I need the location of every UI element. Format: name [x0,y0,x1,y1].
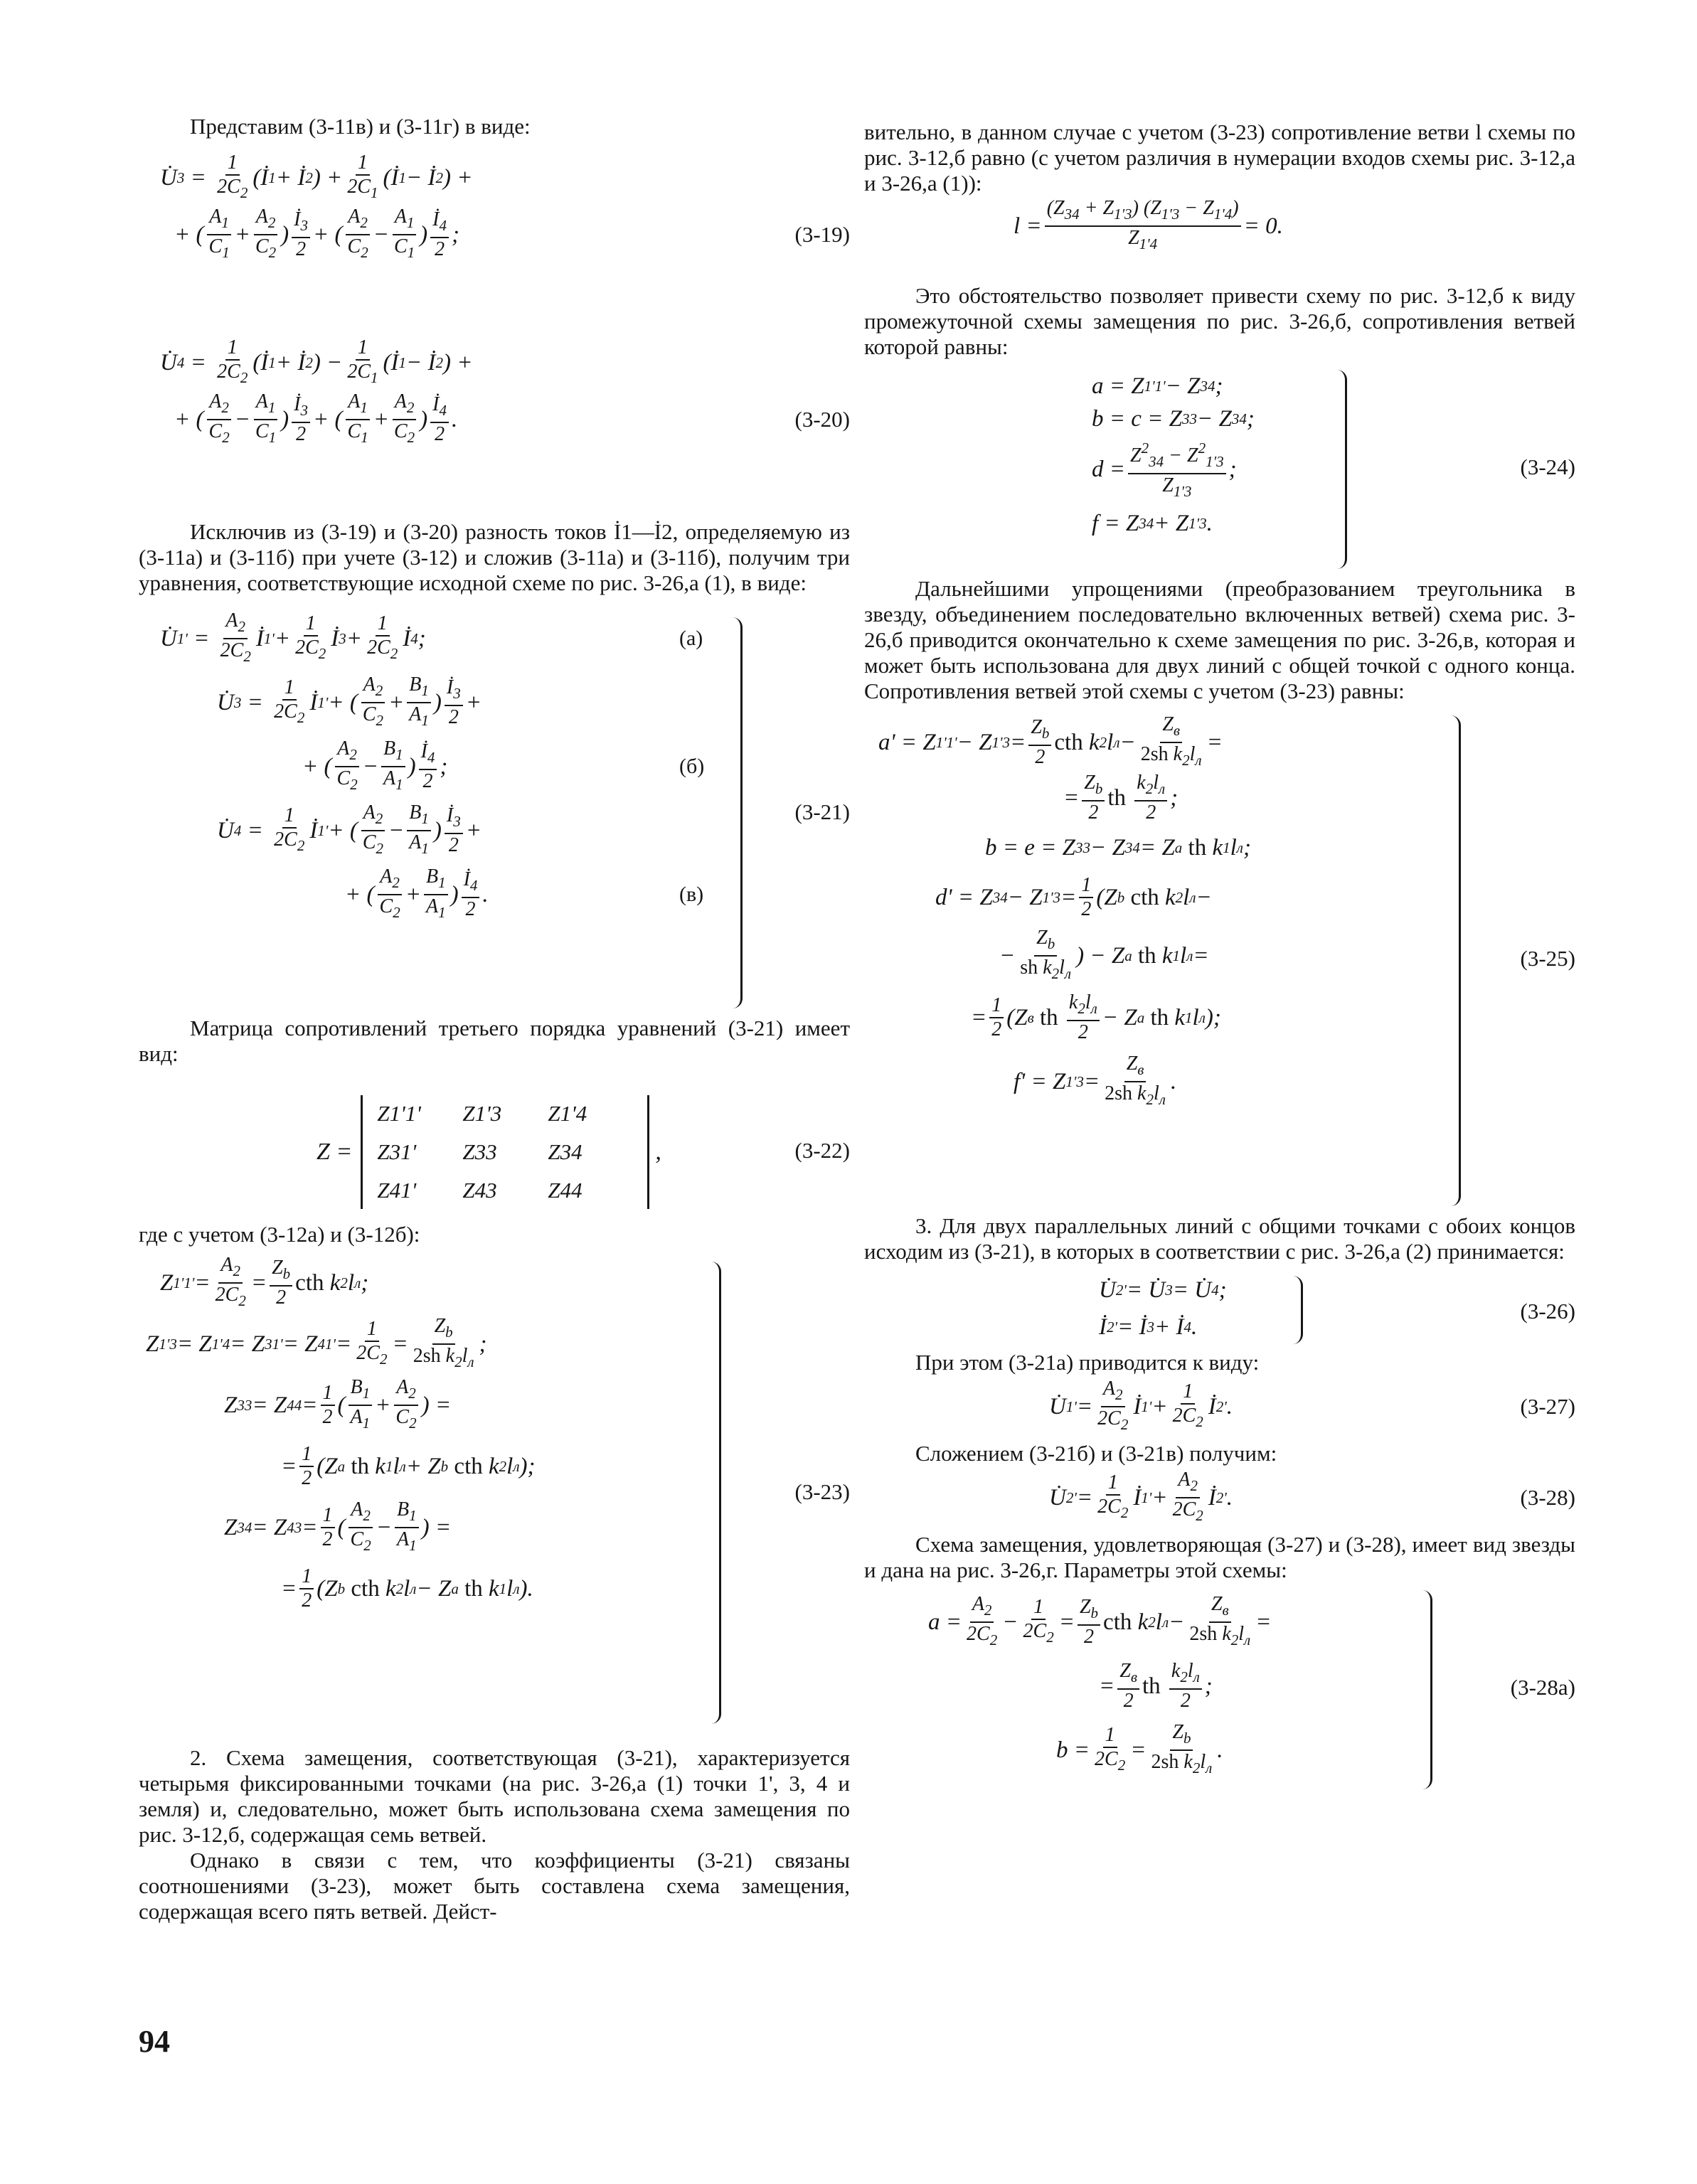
matrix-cell: Z41' [377,1178,417,1203]
eq-label-b: (б) [679,755,705,778]
equation-3-21: (3-21) U̇ 1' = $A_2$ $2C_2$ İ 1' + 1 $2C_2$ İ 3 + 1 $2C_2$ İ 4 ; (а) U̇ 3 = 1 $2C_2$ İ 1' + ( $A_2$ $C_2$ + $B_1$ $A_1$ ) $İ_3$ 2 + + ( $A_2$ $C_2$ − $B_1$ $A_1$ ) $İ_4$ 2 ; (б) U̇ 4 = 1 $2C_2$ İ 1' + ( $A_2$ $C_2$ − $B_1$ $A_1$ ) $İ_3$ 2 + + ( $A_2$ $C_2$ + $B_1$ $A_1$ ) $İ_4$ 2 . (в) [139,617,850,1016]
matrix-cell: Z44 [548,1178,582,1203]
eq-number-3-24: (3-24) [1520,454,1575,479]
page-number: 94 [139,2024,170,2059]
equation-3-20: U̇ 4 = 1 $2C_2$ (İ 1 + İ 2 ) − 1 $2C_1$ (İ 1 − İ 2 ) + + ( $A_2$ $C_2$ − $A_1$ $C_1$ ) $İ_3$ 2 + ( $A_1$ $C_1$ + $A_2$ $C_2$ ) $İ_4$ 2 . (3-20) [160,336,850,446]
equation-3-24: (3-24) a = Z 1'1' − Z 34 ; b = c = Z 33 − Z 34 ; d = $Z^2_{34} - Z^2_{1'3}$ $Z_{1'3}$ ; f = Z 34 + Z 1'3 . [864,370,1575,576]
eq-number-3-20: (3-20) [794,407,850,432]
equation-3-19: U̇ 3 = 1 $2C_2$ (İ 1 + İ 2 ) + 1 $2C_1$ (İ 1 − İ 2 ) + + ( $A_1$ $C_1$ + $A_2$ $C_2$ ) $İ_3$ 2 + ( $A_2$ $C_2$ − $A_1$ $C_1$ ) $İ_4$ 2 ; (3-19) [160,151,850,261]
para-3: 3. Для двух параллельных линий с общими точками с обоих концов исходим из (3-21), в которых в соответствии с рис. 3-26,а (2) принимается: [864,1213,1575,1264]
eq-number-3-28: (3-28) [1520,1485,1575,1510]
matrix-cell: Z31' [377,1139,417,1164]
right-column [864,119,1575,1796]
para-further: Дальнейшими упрощениями (преобразованием треугольника в звезду, объединением последовательно включенных ветвей) схема рис. 3-26,б приводится окончательно к схеме замещения по рис. 3-26,в, которая и может быть использована для двух линий с общей точкой с одного конца. Сопротивления ветвей этой схемы с учетом (3-23) равны: [864,576,1575,703]
eq-label-c: (в) [679,883,704,906]
para-exclude: Исключив из (3-19) и (3-20) разность токов İ1—İ2, определяемую из (3-11а) и (3-11б) при учете (3-12) и сложив (3-11а) и (3-11б), получим три уравнения, соответствующие исходной схеме по рис. 3-26,а (1), в виде: [139,519,850,595]
eq-label-a: (а) [679,627,703,650]
matrix-cell: Z43 [462,1178,497,1203]
matrix-cell: Z33 [462,1139,497,1164]
para-continuation: вительно, в данном случае с учетом (3-23) сопротивление ветви l схемы по рис. 3-12,б равно (с учетом различия в нумерации входов схемы рис. 3-12,а и 3-26,а (1)): [864,119,1575,196]
left-column [139,114,850,1924]
eq-number-3-26: (3-26) [1520,1299,1575,1323]
equation-3-26: (3-26) U̇ 2' = U̇ 3 = U̇ 4 ; İ 2' = İ 3 + İ 4 . [864,1272,1575,1350]
para-sum: Сложением (3-21б) и (3-21в) получим: [915,1441,1277,1466]
para-then: При этом (3-21а) приводится к виду: [915,1350,1260,1375]
eq-number-3-22: (3-22) [794,1138,850,1163]
equation-3-28: U̇ 2' = 1 $2C_2$ İ 1' + $A_2$ $2C_2$ İ 2' . (3-28) [1049,1469,1575,1524]
equation-3-25: (3-25) a' = Z 1'1' − Z 1'3 = $Z_b$ 2 cth k 2 l л − $Z_в$ 2sh $k_2l_л$ = = $Z_b$ 2 th $k_2l_л$ 2 ; b = e = Z 33 − Z 34 = Z a th k 1 l л ; d' = Z 34 − Z 1'3 = 1 2 (Z b cth k 2 l л − − $Z_b$ sh $k_2l_л$ ) − Z a th k 1 l л = = 1 2 (Z в th $k_2l_л$ 2 − Z a th k 1 l л ); f' = Z 1'3 = $Z_в$ 2sh $k_2l_л$ . [864,715,1575,1213]
eq-number-3-27: (3-27) [1520,1394,1575,1419]
para-allows: Это обстоятельство позволяет привести схему по рис. 3-12,б к виду промежуточной схемы замещения по рис. 3-26,б, сопротивления ветвей которой равны: [864,283,1575,359]
eq-number-3-21: (3-21) [794,799,850,824]
eq-number-3-25: (3-25) [1520,946,1575,971]
para-2: 2. Схема замещения, соответствующая (3-21), характеризуется четырьмя фиксированными точками (на рис. 3-26,а (1) точки 1', 3, 4 и земля) и, следовательно, может быть использована схема замещения по рис. 3-12,б, содержащая семь ветвей. [139,1745,850,1847]
equation-3-23: (3-23) Z 1'1' = $A_2$ $2C_2$ = $Z_b$ 2 cth k 2 l л ; Z 1'3 = Z 1'4 = Z 31' = Z 41' = 1 $2C_2$ = $Z_b$ 2sh $k_2l_л$ ; Z 33 = Z 44 = 1 2 ( $B_1$ $A_1$ + $A_2$ $C_2$ ) = = 1 2 (Z a th k 1 l л + Z b cth k 2 l л ); Z 34 = Z 43 = 1 2 ( $A_2$ $C_2$ − $B_1$ $A_1$ ) = = 1 2 (Z b cth k 2 l л − Z a th k 1 l л ). [139,1262,850,1731]
equation-3-28a: (3-28а) a = $A_2$ $2C_2$ − 1 $2C_2$ = $Z_b$ 2 cth k 2 l л − $Z_в$ 2sh $k_2l_л$ = = $Z_в$ 2 th $k_2l_л$ 2 ; b = 1 $2C_2$ = $Z_b$ 2sh $k_2l_л$ . [864,1590,1575,1796]
impedance-matrix [361,1095,649,1209]
matrix-cell: Z1'1' [377,1101,421,1126]
para-scheme: Схема замещения, удовлетворяющая (3-27) и (3-28), имеет вид звезды и дана на рис. 3-26,г. Параметры этой схемы: [864,1532,1575,1582]
intro-text: Представим (3-11в) и (3-11г) в виде: [190,114,531,139]
para-however: Однако в связи с тем, что коэффициенты (3-21) связаны соотношениями (3-23), может быть составлена схема замещения, содержащая всего пять ветвей. Дейст- [139,1848,850,1924]
matrix-cell: Z34 [548,1139,582,1164]
equation-3-22: Z = Z1'1' Z1'3 Z1'4 Z31' Z33 Z34 Z41' Z43 Z44 , (3-22) [139,1088,850,1209]
matrix-cell: Z1'4 [548,1101,587,1126]
eq-number-3-28a: (3-28а) [1510,1675,1575,1700]
eq-number-3-23: (3-23) [794,1479,850,1504]
equation-l: l = $(Z_{34} + Z_{1'3}) (Z_{1'3} - Z_{1'4})$ $Z_{1'4}$ = 0. [1014,197,1283,252]
eq-number-3-19: (3-19) [794,222,850,247]
para-where: где с учетом (3-12а) и (3-12б): [139,1222,420,1247]
para-matrix: Матрица сопротивлений третьего порядка уравнений (3-21) имеет вид: [139,1016,850,1066]
equation-3-27: U̇ 1' = $A_2$ $2C_2$ İ 1' + 1 $2C_2$ İ 2' . (3-27) [1049,1378,1575,1433]
matrix-cell: Z1'3 [462,1101,502,1126]
